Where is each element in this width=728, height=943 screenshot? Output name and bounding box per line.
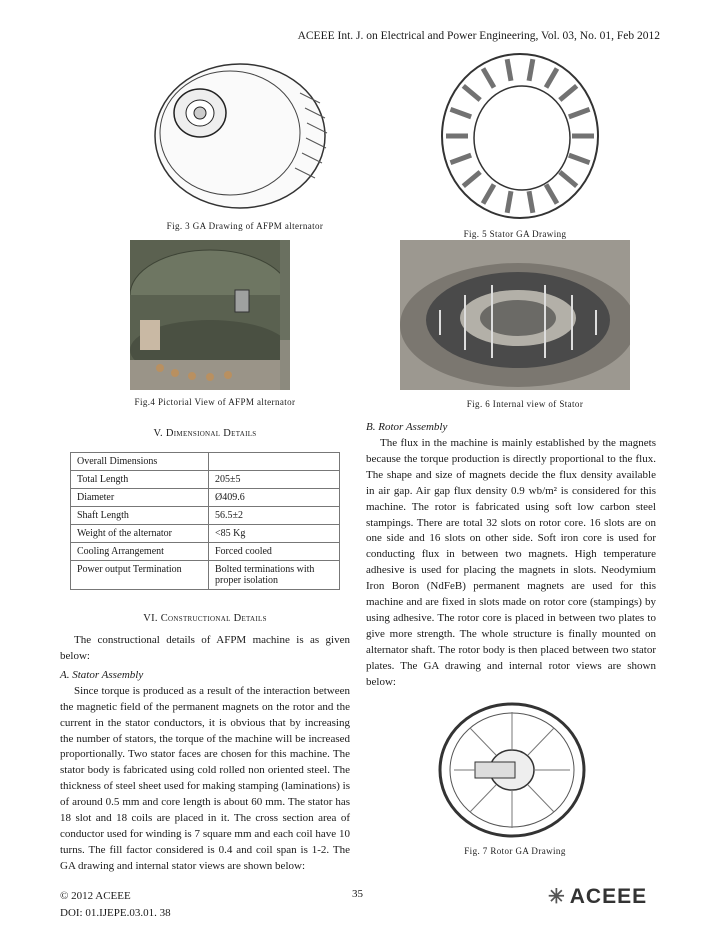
right-column-text bbox=[366, 421, 656, 691]
table-label-cell: Shaft Length bbox=[71, 507, 209, 525]
rotor-assembly-paragraph: The flux in the machine is mainly established by the magnets because the torque production is directly proportional to the flux. The shape and size of magnets decide the flux density available in air gap. Air gap flux density 0.9 wb/m² is considered for this machine. The rotor is fabricated using soft low carbon steel stampings. There are total 32 slots on rotor core. 16 slots are on one side and 16 slots on other side. Soft iron core is used for conducting flux in between two magnets. High temperature adhesive is used for placing the magnets in slots. Neodymium Iron Boron (NdFeB) permanent magnets are used for this machine and are fixed in slots made on rotor core (stampings) by using adhesive. The rotor core is placed in between two plates to give more strength. The whole structure is finally mounted on alternator shaft. The rotor body is then placed between two stator plates. The GA drawing and internal rotor views are shown below: bbox=[366, 437, 656, 688]
table-row bbox=[71, 561, 340, 590]
stator-assembly-paragraph: Since torque is produced as a result of the interaction between the magnetic field of the permanent magnets on the rotor and the current in the stator conductors, it is obvious that by increasing the number of stators, the torque of the machine will be increased proportionally. Two stator faces are chosen for this machine. The stator body is fabricated using cold rolled non oriented steel. The thickness of steel sheet used for making stamping (laminations) is of around 0.5 mm and core length is about 60 mm. The stator has 18 slot and 18 coils are placed in it. The cross section area of conductor used for winding is 7 square mm and each coil have 10 turns. The fill factor considered is 0.4 and coil span is 1-2. The GA drawing and internal stator views are shown below: bbox=[60, 684, 350, 872]
section-5-heading bbox=[60, 428, 350, 439]
table-row bbox=[71, 453, 340, 471]
logo-text: ACEEE bbox=[569, 884, 648, 908]
table-row bbox=[71, 525, 340, 543]
stator-slot bbox=[450, 109, 471, 117]
left-column-text bbox=[60, 633, 350, 875]
figure-3-caption: Fig. 3 GA Drawing of AFPM alternator bbox=[166, 221, 324, 231]
stator-assembly-heading: A. Stator Assembly bbox=[60, 668, 144, 681]
section-6-heading bbox=[60, 613, 350, 624]
figure-4-caption: Fig.4 Pictorial View of AFPM alternator bbox=[134, 397, 296, 407]
table-row bbox=[71, 471, 340, 489]
stator-slot bbox=[560, 86, 577, 100]
table-row bbox=[71, 489, 340, 507]
stator-slot bbox=[463, 86, 480, 100]
stator-slot bbox=[529, 59, 533, 81]
stator-slot bbox=[546, 184, 557, 203]
footer-left bbox=[60, 888, 171, 922]
table-label-cell: Cooling Arrangement bbox=[71, 543, 209, 561]
stator-slot bbox=[560, 172, 577, 186]
stator-slot bbox=[483, 184, 494, 203]
stator-slot bbox=[483, 68, 494, 87]
doi: DOI: 01.IJEPE.03.01. 38 bbox=[60, 907, 171, 919]
table-value-cell bbox=[209, 453, 340, 471]
stator-slot bbox=[507, 59, 511, 81]
table-row bbox=[71, 507, 340, 525]
stator-slot bbox=[450, 155, 471, 163]
section-5-numeral: V. bbox=[153, 428, 163, 439]
table-row bbox=[71, 543, 340, 561]
aceee-logo bbox=[548, 884, 647, 909]
figure-3-drawing bbox=[150, 48, 330, 213]
stator-slot bbox=[529, 191, 533, 213]
page-number: 35 bbox=[352, 888, 363, 900]
copyright: © 2012 ACEEE bbox=[60, 890, 131, 902]
section-5-title: Dimensional Details bbox=[165, 428, 257, 439]
section-6-intro: The constructional details of AFPM machine is as given below: bbox=[60, 634, 350, 662]
stator-slot bbox=[463, 172, 480, 186]
section-6-numeral: VI. bbox=[143, 613, 158, 624]
table-value-cell: 205±5 bbox=[209, 471, 340, 489]
table-label-cell: Weight of the alternator bbox=[71, 525, 209, 543]
section-6-title: Constructional Details bbox=[160, 613, 267, 624]
table-value-cell: Bolted terminations with proper isolation bbox=[209, 561, 340, 590]
table-value-cell: Forced cooled bbox=[209, 543, 340, 561]
stator-slot bbox=[569, 155, 590, 163]
dimensions-table bbox=[70, 452, 340, 590]
figure-6-caption: Fig. 6 Internal view of Stator bbox=[466, 399, 584, 409]
figure-6-photo bbox=[400, 240, 630, 390]
journal-header: ACEEE Int. J. on Electrical and Power Engineering, Vol. 03, No. 01, Feb 2012 bbox=[297, 30, 660, 42]
stator-slot bbox=[546, 68, 557, 87]
table-label-cell: Power output Termination bbox=[71, 561, 209, 590]
figure-5-drawing bbox=[430, 48, 610, 223]
stator-slot bbox=[569, 109, 590, 117]
figure-7-drawing bbox=[420, 700, 600, 840]
table-value-cell: 56.5±2 bbox=[209, 507, 340, 525]
star-icon: ✳ bbox=[548, 886, 566, 908]
table-value-cell: Ø409.6 bbox=[209, 489, 340, 507]
table-value-cell: <85 Kg bbox=[209, 525, 340, 543]
stator-slot bbox=[507, 191, 511, 213]
figure-7-caption: Fig. 7 Rotor GA Drawing bbox=[464, 846, 566, 856]
table-label-cell: Overall Dimensions bbox=[71, 453, 209, 471]
table-label-cell: Diameter bbox=[71, 489, 209, 507]
figure-4-photo-main bbox=[130, 240, 280, 390]
figure-5-caption: Fig. 5 Stator GA Drawing bbox=[463, 229, 567, 239]
rotor-assembly-heading: B. Rotor Assembly bbox=[366, 421, 448, 433]
table-label-cell: Total Length bbox=[71, 471, 209, 489]
